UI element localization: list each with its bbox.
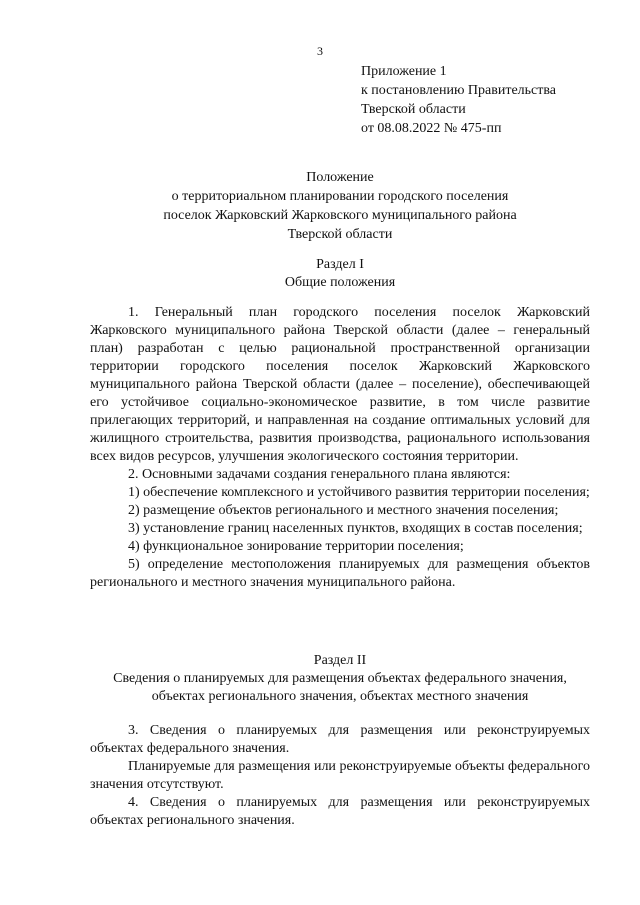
section-subtitle: Сведения о планируемых для размещения объектах федерального значения, [113,671,567,686]
section-subtitle: Общие положения [284,275,396,290]
section-title: Раздел II [313,653,367,668]
paragraph: 3. Сведения о планируемых для размещения или реконструируемых объектах федерального значения. [90,723,590,756]
appendix-line: от 08.08.2022 № 475-пп [361,121,502,136]
list-item: 4) функциональное зонирование территории поселения; [128,539,464,554]
list-item: 1) обеспечение комплексного и устойчивого развития территории поселения; [128,485,590,500]
title-line: Положение [306,170,374,185]
paragraph: 4. Сведения о планируемых для размещения или реконструируемых объектах регионального значения. [90,795,590,828]
section-1-heading [90,256,590,292]
list-item: 3) установление границ населенных пунктов, входящих в состав поселения; [128,521,583,536]
section-title: Раздел I [316,257,364,272]
title-line: о территориальном планировании городского поселения [171,189,509,204]
appendix-line: Тверской области [361,102,466,117]
paragraph: 1. Генеральный план городского поселения поселок Жарковский Жарковского муниципального района Тверской области (далее – генеральный план) разработан с целью рациональной пространственной организации территории городского поселения поселок Жарковский Жарковского муниципального района Тверской области (далее – поселение), обеспечивающей его устойчивое социально-экономическое развитие, в том числе развитие прилегающих территорий, и направленная на создание оптимальных условий для жилищного строительства, развития производства, рационального использования всех видов ресурсов, улучшения экологического состояния территории. [90,305,590,464]
paragraph: 2. Основными задачами создания генерального плана являются: [128,467,511,482]
page-number: 3 [317,44,323,58]
section-2-heading [90,652,590,706]
document-title [90,168,590,244]
appendix-line: Приложение 1 [361,64,447,79]
section-subtitle: объектах регионального значения, объектах местного значения [151,689,529,704]
title-line: Тверской области [287,227,393,242]
appendix-line: к постановлению Правительства [361,83,557,98]
section-2-body [90,722,590,830]
section-1-body [90,304,590,592]
list-item: 2) размещение объектов регионального и местного значения поселения; [128,503,559,518]
appendix-block [361,62,621,138]
title-line: поселок Жарковский Жарковского муниципального района [163,208,517,223]
list-item: 5) определение местоположения планируемых для размещения объектов регионального и местного значения муниципального района. [90,557,590,590]
paragraph: Планируемые для размещения или реконструируемые объекты федерального значения отсутствуют. [90,759,590,792]
